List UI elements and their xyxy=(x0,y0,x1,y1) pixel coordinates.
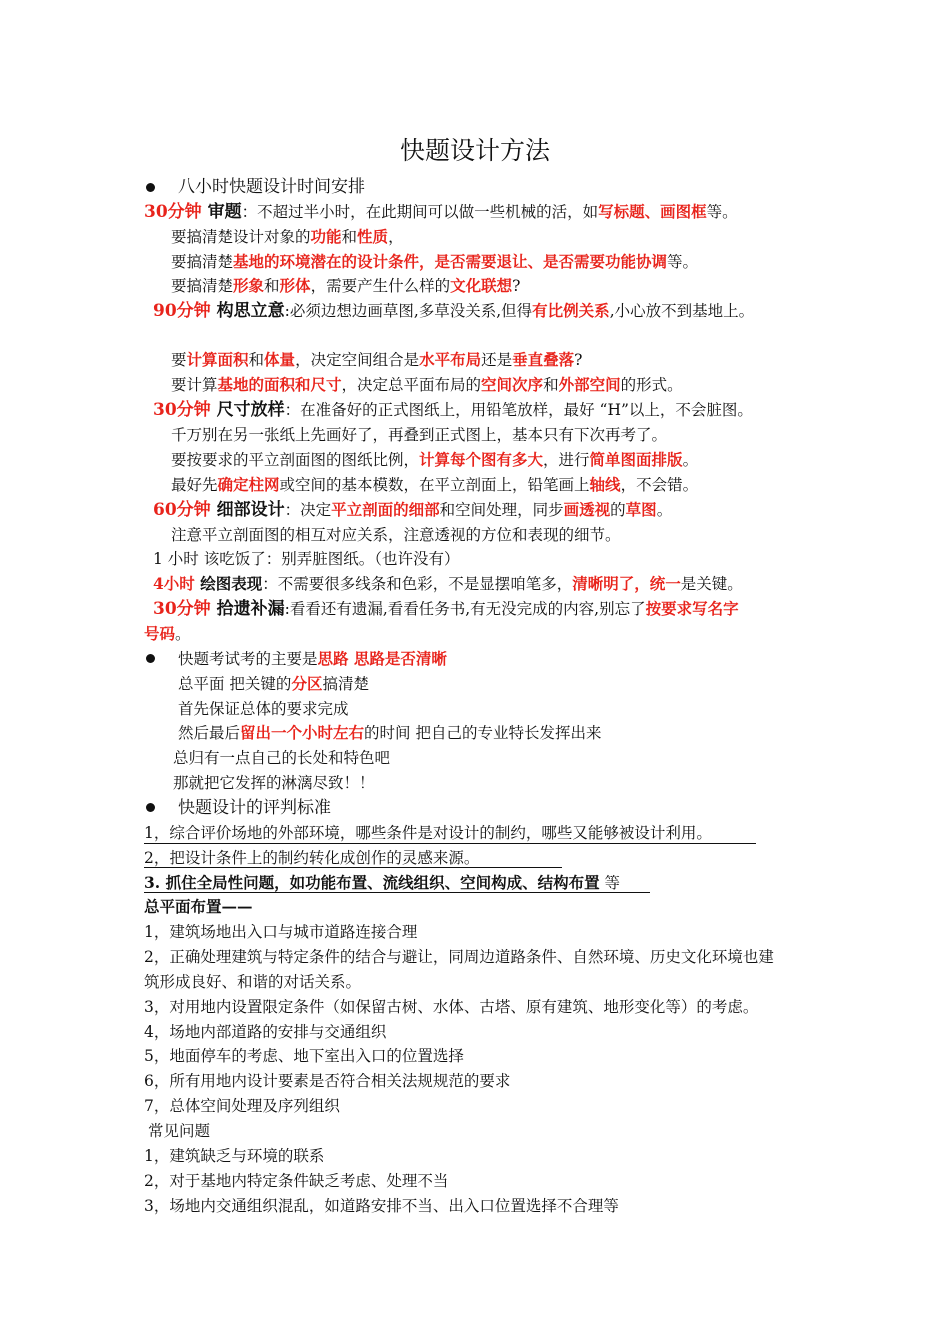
underline xyxy=(144,843,756,844)
criteria-item: 1，综合评价场地的外部环境，哪些条件是对设计的制约，哪些又能够被设计利用。 xyxy=(144,824,712,842)
text-line: 然后最后留出一个小时左右的时间 把自己的专业特长发挥出来 xyxy=(178,723,602,742)
text-line: 号码。 xyxy=(144,624,191,643)
list-item: 6，所有用地内设计要素是否符合相关法规规范的要求 xyxy=(144,1072,511,1090)
criteria-item: 2，把设计条件上的制约转化成创作的灵感来源。 xyxy=(144,849,480,867)
line-render: 4小时 绘图表现：不需要很多线条和色彩，不是显摆咱笔多，清晰明了，统一是关键。 xyxy=(153,574,743,593)
text-line: 总平面 把关键的分区搞清楚 xyxy=(178,674,369,693)
step-label: 尺寸放样 xyxy=(210,400,285,420)
text-line: 要计算基地的面积和尺寸，决定总平面布局的空间次序和外部空间的形式。 xyxy=(171,375,683,394)
underline xyxy=(144,892,650,893)
step-label: 审题 xyxy=(201,202,242,222)
list-item: 1，建筑场地出入口与城市道路连接合理 xyxy=(144,923,418,941)
list-item: 筑形成良好、和谐的对话关系。 xyxy=(144,973,362,991)
section-heading: 快题设计的评判标准 xyxy=(178,798,331,818)
list-item: 7，总体空间处理及序列组织 xyxy=(144,1097,340,1115)
time-label: 60分钟 xyxy=(153,500,211,520)
step-label: 构思立意 xyxy=(210,301,285,321)
list-item: 2，对于基地内特定条件缺乏考虑、处理不当 xyxy=(144,1172,449,1190)
line-detail: 60分钟 细部设计：决定平立剖面的细部和空间处理，同步画透视的草图。 xyxy=(153,500,673,520)
text-line: 注意平立剖面图的相互对应关系，注意透视的方位和表现的细节。 xyxy=(171,526,621,544)
time-label: 30分钟 xyxy=(153,599,211,619)
line-concept: 90分钟 构思立意:必须边想边画草图,多草没关系,但得有比例关系,小心放不到基地上。 xyxy=(153,301,755,321)
criteria-item: 3. 抓住全局性问题，如功能布置、流线组织、空间构成、结构布置 等 xyxy=(144,873,621,892)
text-line: 总归有一点自己的长处和特色吧 xyxy=(173,749,391,767)
bullet xyxy=(146,654,155,663)
section-heading: 八小时快题设计时间安排 xyxy=(178,177,365,197)
bullet xyxy=(146,803,155,812)
list-item: 4，场地内部道路的安排与交通组织 xyxy=(144,1023,387,1041)
text-line: 那就把它发挥的淋漓尽致！！ xyxy=(173,774,375,792)
list-item: 1，建筑缺乏与环境的联系 xyxy=(144,1147,325,1165)
underline xyxy=(144,867,562,868)
text-line: 要按要求的平立剖面图的图纸比例，计算每个图有多大，进行简单图面排版。 xyxy=(171,450,699,469)
text-line: 千万别在另一张纸上先画好了，再叠到正式图上，基本只有下次再考了。 xyxy=(171,426,668,444)
step-label: 拾遗补漏 xyxy=(210,599,285,619)
text-line: 要搞清楚设计对象的功能和性质， xyxy=(171,227,404,246)
section-heading: 快题考试考的主要是思路 思路是否清晰 xyxy=(178,649,447,668)
list-item: 3，对用地内设置限定条件（如保留古树、水体、古塔、原有建筑、地形变化等）的考虑。 xyxy=(144,998,759,1016)
time-label: 90分钟 xyxy=(153,301,211,321)
text-line: 要搞清楚基地的环境潜在的设计条件，是否需要退让、是否需要功能协调等。 xyxy=(171,252,699,271)
time-label: 4小时 xyxy=(153,574,195,593)
list-item: 2，正确处理建筑与特定条件的结合与避让，同周边道路条件、自然环境、历史文化环境也建 xyxy=(144,948,774,966)
time-label: 30分钟 xyxy=(153,400,211,420)
bullet xyxy=(146,183,155,192)
line-review: 30分钟 审题：不超过半小时，在此期间可以做一些机械的活，如写标题、画图框等。 xyxy=(144,202,738,222)
subheading: 总平面布置—— xyxy=(144,897,253,916)
text-line: 首先保证总体的要求完成 xyxy=(178,700,349,718)
line-check: 30分钟 拾遗补漏:看看还有遗漏,看看任务书,有无没完成的内容,别忘了按要求写名字 xyxy=(153,599,739,619)
step-label: 细部设计 xyxy=(210,500,285,520)
line-layout: 30分钟 尺寸放样：在准备好的正式图纸上，用铅笔放样，最好 “H”以上，不会脏图。 xyxy=(153,400,753,420)
text-line: 要计算面积和体量，决定空间组合是水平布局还是垂直叠落? xyxy=(171,350,583,369)
text-line: 1 小时 该吃饭了：别弄脏图纸。（也许没有） xyxy=(153,550,460,568)
list-item: 3，场地内交通组织混乱，如道路安排不当、出入口位置选择不合理等 xyxy=(144,1197,619,1215)
text-line: 要搞清楚形象和形体，需要产生什么样的文化联想? xyxy=(171,276,521,295)
subheading: 常见问题 xyxy=(148,1122,211,1140)
list-item: 5，地面停车的考虑、地下室出入口的位置选择 xyxy=(144,1047,464,1065)
time-label: 30分钟 xyxy=(144,202,202,222)
page-title: 快题设计方法 xyxy=(399,136,550,165)
text-line: 最好先确定柱网或空间的基本模数，在平立剖面上，铅笔画上轴线，不会错。 xyxy=(171,475,699,494)
step-label: 绘图表现 xyxy=(194,574,263,593)
